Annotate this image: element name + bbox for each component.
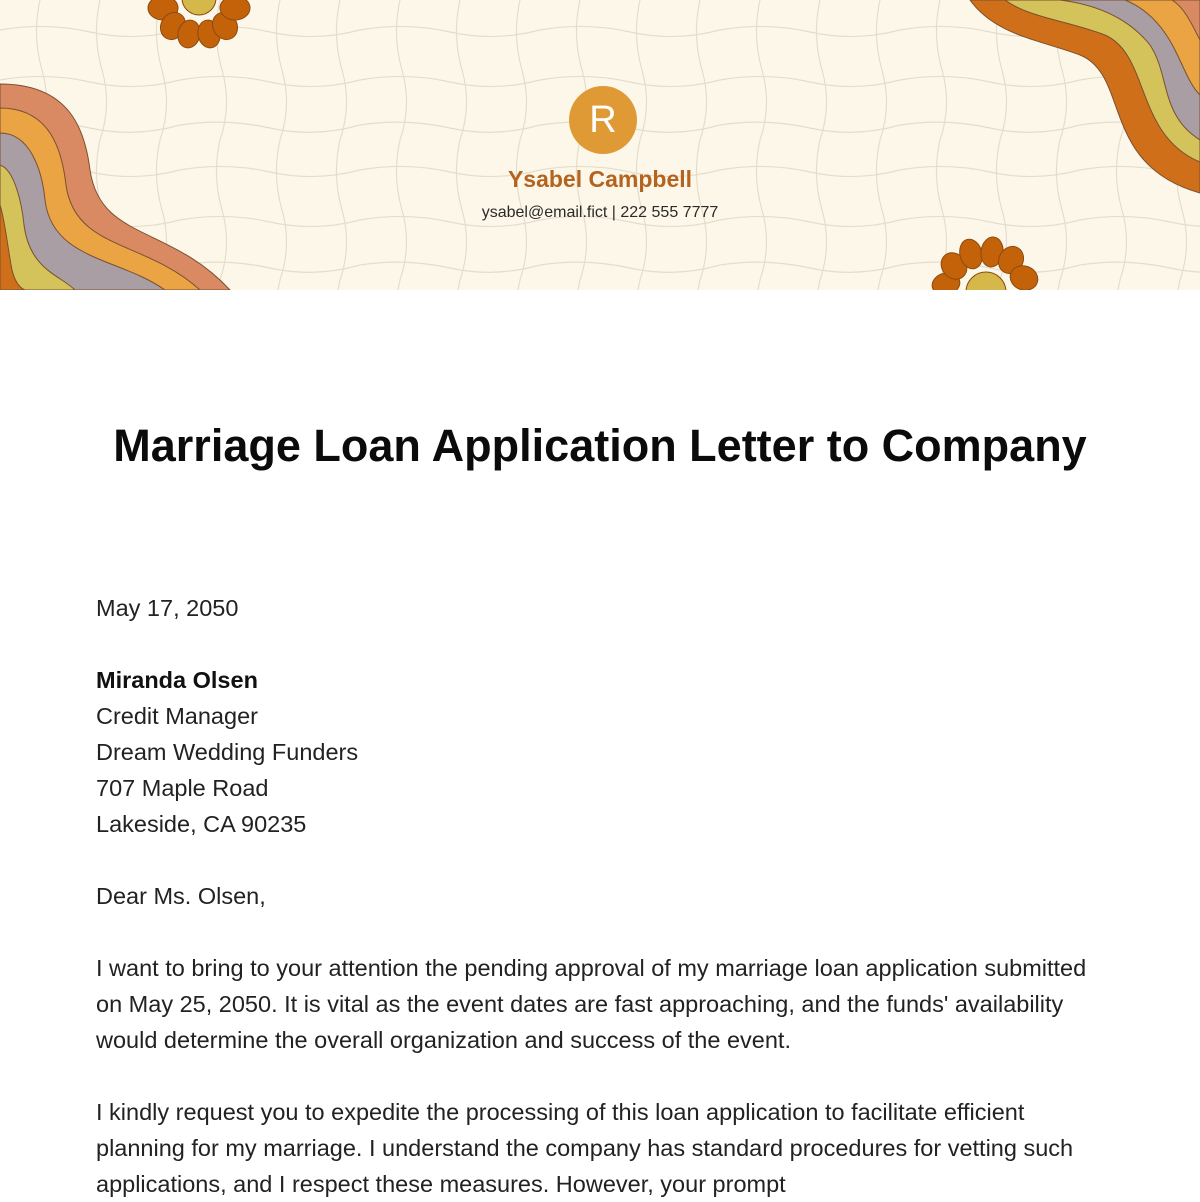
- salutation: Dear Ms. Olsen,: [96, 883, 266, 909]
- recipient-position: Credit Manager: [96, 703, 258, 729]
- letterhead: [0, 0, 1200, 290]
- letter-date: May 17, 2050: [96, 595, 239, 621]
- avatar: [569, 86, 637, 154]
- recipient-company: Dream Wedding Funders: [96, 739, 359, 765]
- sender-name: Ysabel Campbell: [507, 166, 693, 192]
- body-paragraph-1: I want to bring to your attention the pending approval of my marriage loan application submitted on May 25, 2050. It is vital as the event dates are fast approaching, and the funds' availability would determine the overall organization and success of the event.: [96, 955, 1087, 1053]
- sender-contact: ysabel@email.fict | 222 555 7777: [481, 204, 719, 221]
- recipient-city-state-zip: Lakeside, CA 90235: [96, 811, 307, 837]
- avatar-initial: R: [589, 98, 617, 141]
- letter-body: [96, 590, 1106, 1202]
- recipient-street: 707 Maple Road: [96, 775, 269, 801]
- document-title: Marriage Loan Application Letter to Company: [113, 420, 1087, 471]
- recipient-name: Miranda Olsen: [96, 667, 258, 693]
- body-paragraph-2: I kindly request you to expedite the processing of this loan application to facilitate efficient planning for my marriage. I understand the company has standard procedures for vetting such applications, and I respect these measures. However, your prompt: [96, 1099, 1074, 1197]
